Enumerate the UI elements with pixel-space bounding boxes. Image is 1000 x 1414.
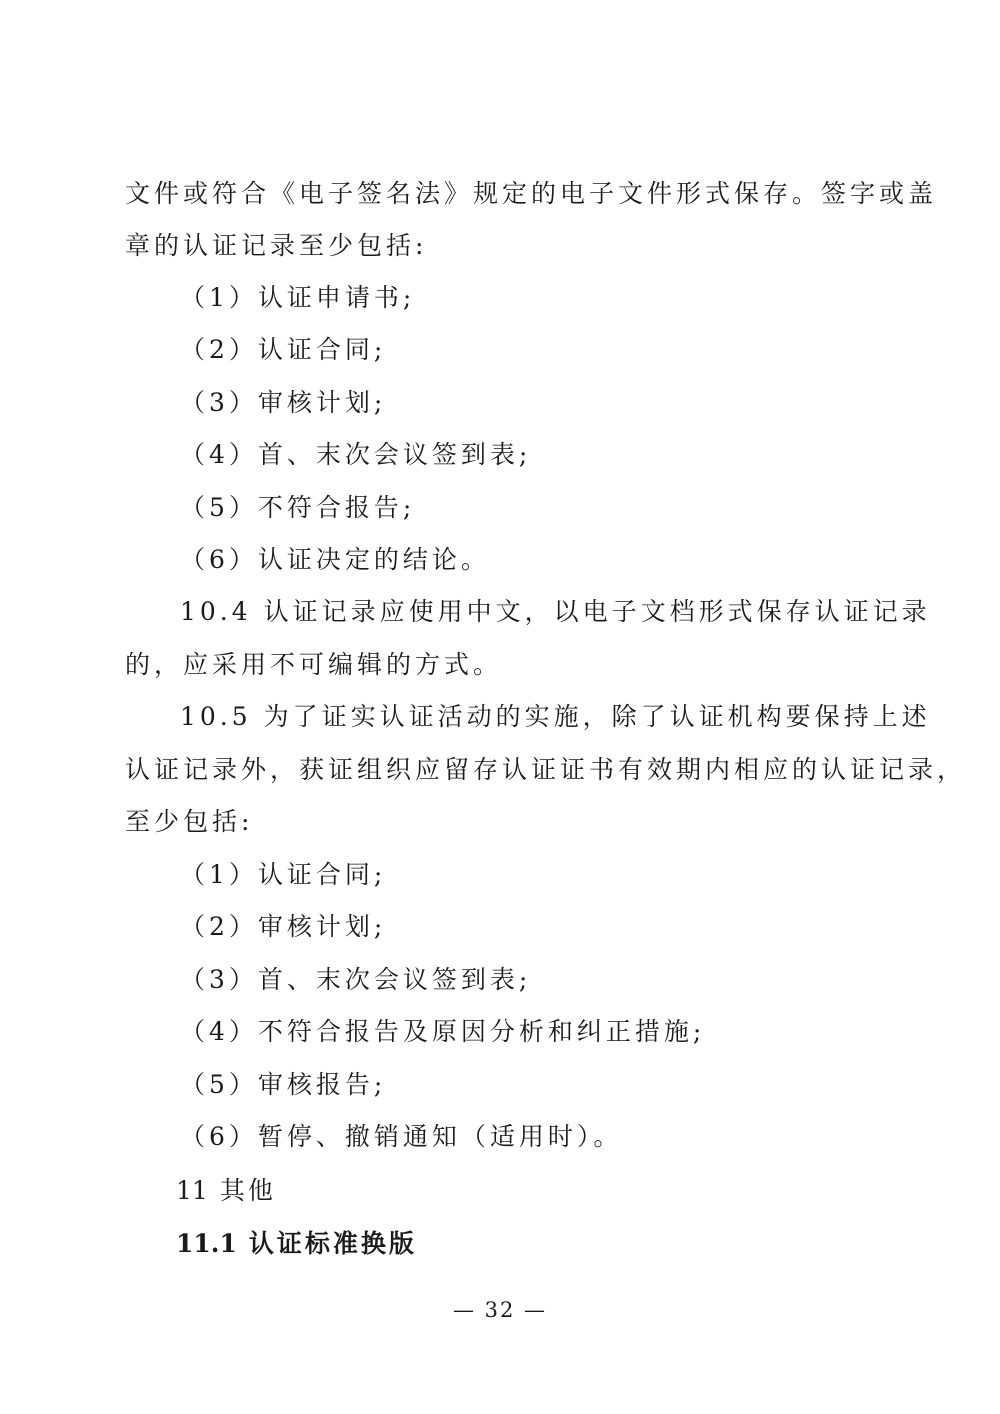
clause-10-5-line: 至少包括:: [125, 807, 254, 836]
clause-10-4-line: 的，应采用不可编辑的方式。: [125, 650, 503, 679]
section-number: 11: [176, 1176, 208, 1205]
page-number: — 32 —: [452, 1298, 548, 1322]
list-item: （1）认证申请书;: [180, 283, 416, 312]
clause-10-4-line: 10.4 认证记录应使用中文，以电子文档形式保存认证记录: [180, 597, 931, 626]
list-item: （3）审核计划;: [180, 388, 387, 417]
list-item: （4）不符合报告及原因分析和纠正措施;: [180, 1017, 706, 1046]
list-item: （5）审核报告;: [180, 1070, 387, 1099]
section-heading-11: [176, 1173, 276, 1209]
clause-10-5-line: 10.5 为了证实认证活动的实施，除了认证机构要保持上述: [180, 702, 931, 731]
list-item: （2）认证合同;: [180, 335, 387, 364]
section-heading-11-1: [176, 1226, 417, 1262]
body-text-line: 文件或符合《电子签名法》规定的电子文件形式保存。签字或盖: [125, 179, 938, 208]
list-item: （6）认证决定的结论。: [180, 545, 490, 574]
list-item: （5）不符合报告;: [180, 493, 416, 522]
clause-10-5-line: 认证记录外，获证组织应留存认证证书有效期内相应的认证记录，: [125, 755, 967, 784]
section-title: 其他: [219, 1176, 276, 1205]
list-item: （6）暂停、撤销通知（适用时）。: [180, 1122, 623, 1151]
body-text-line: 章的认证记录至少包括:: [125, 231, 428, 260]
list-item: （1）认证合同;: [180, 860, 387, 889]
list-item: （2）审核计划;: [180, 912, 387, 941]
section-number: 11.1: [176, 1229, 237, 1258]
list-item: （4）首、末次会议签到表;: [180, 440, 532, 469]
section-title: 认证标准换版: [248, 1229, 417, 1258]
list-item: （3）首、末次会议签到表;: [180, 965, 532, 994]
